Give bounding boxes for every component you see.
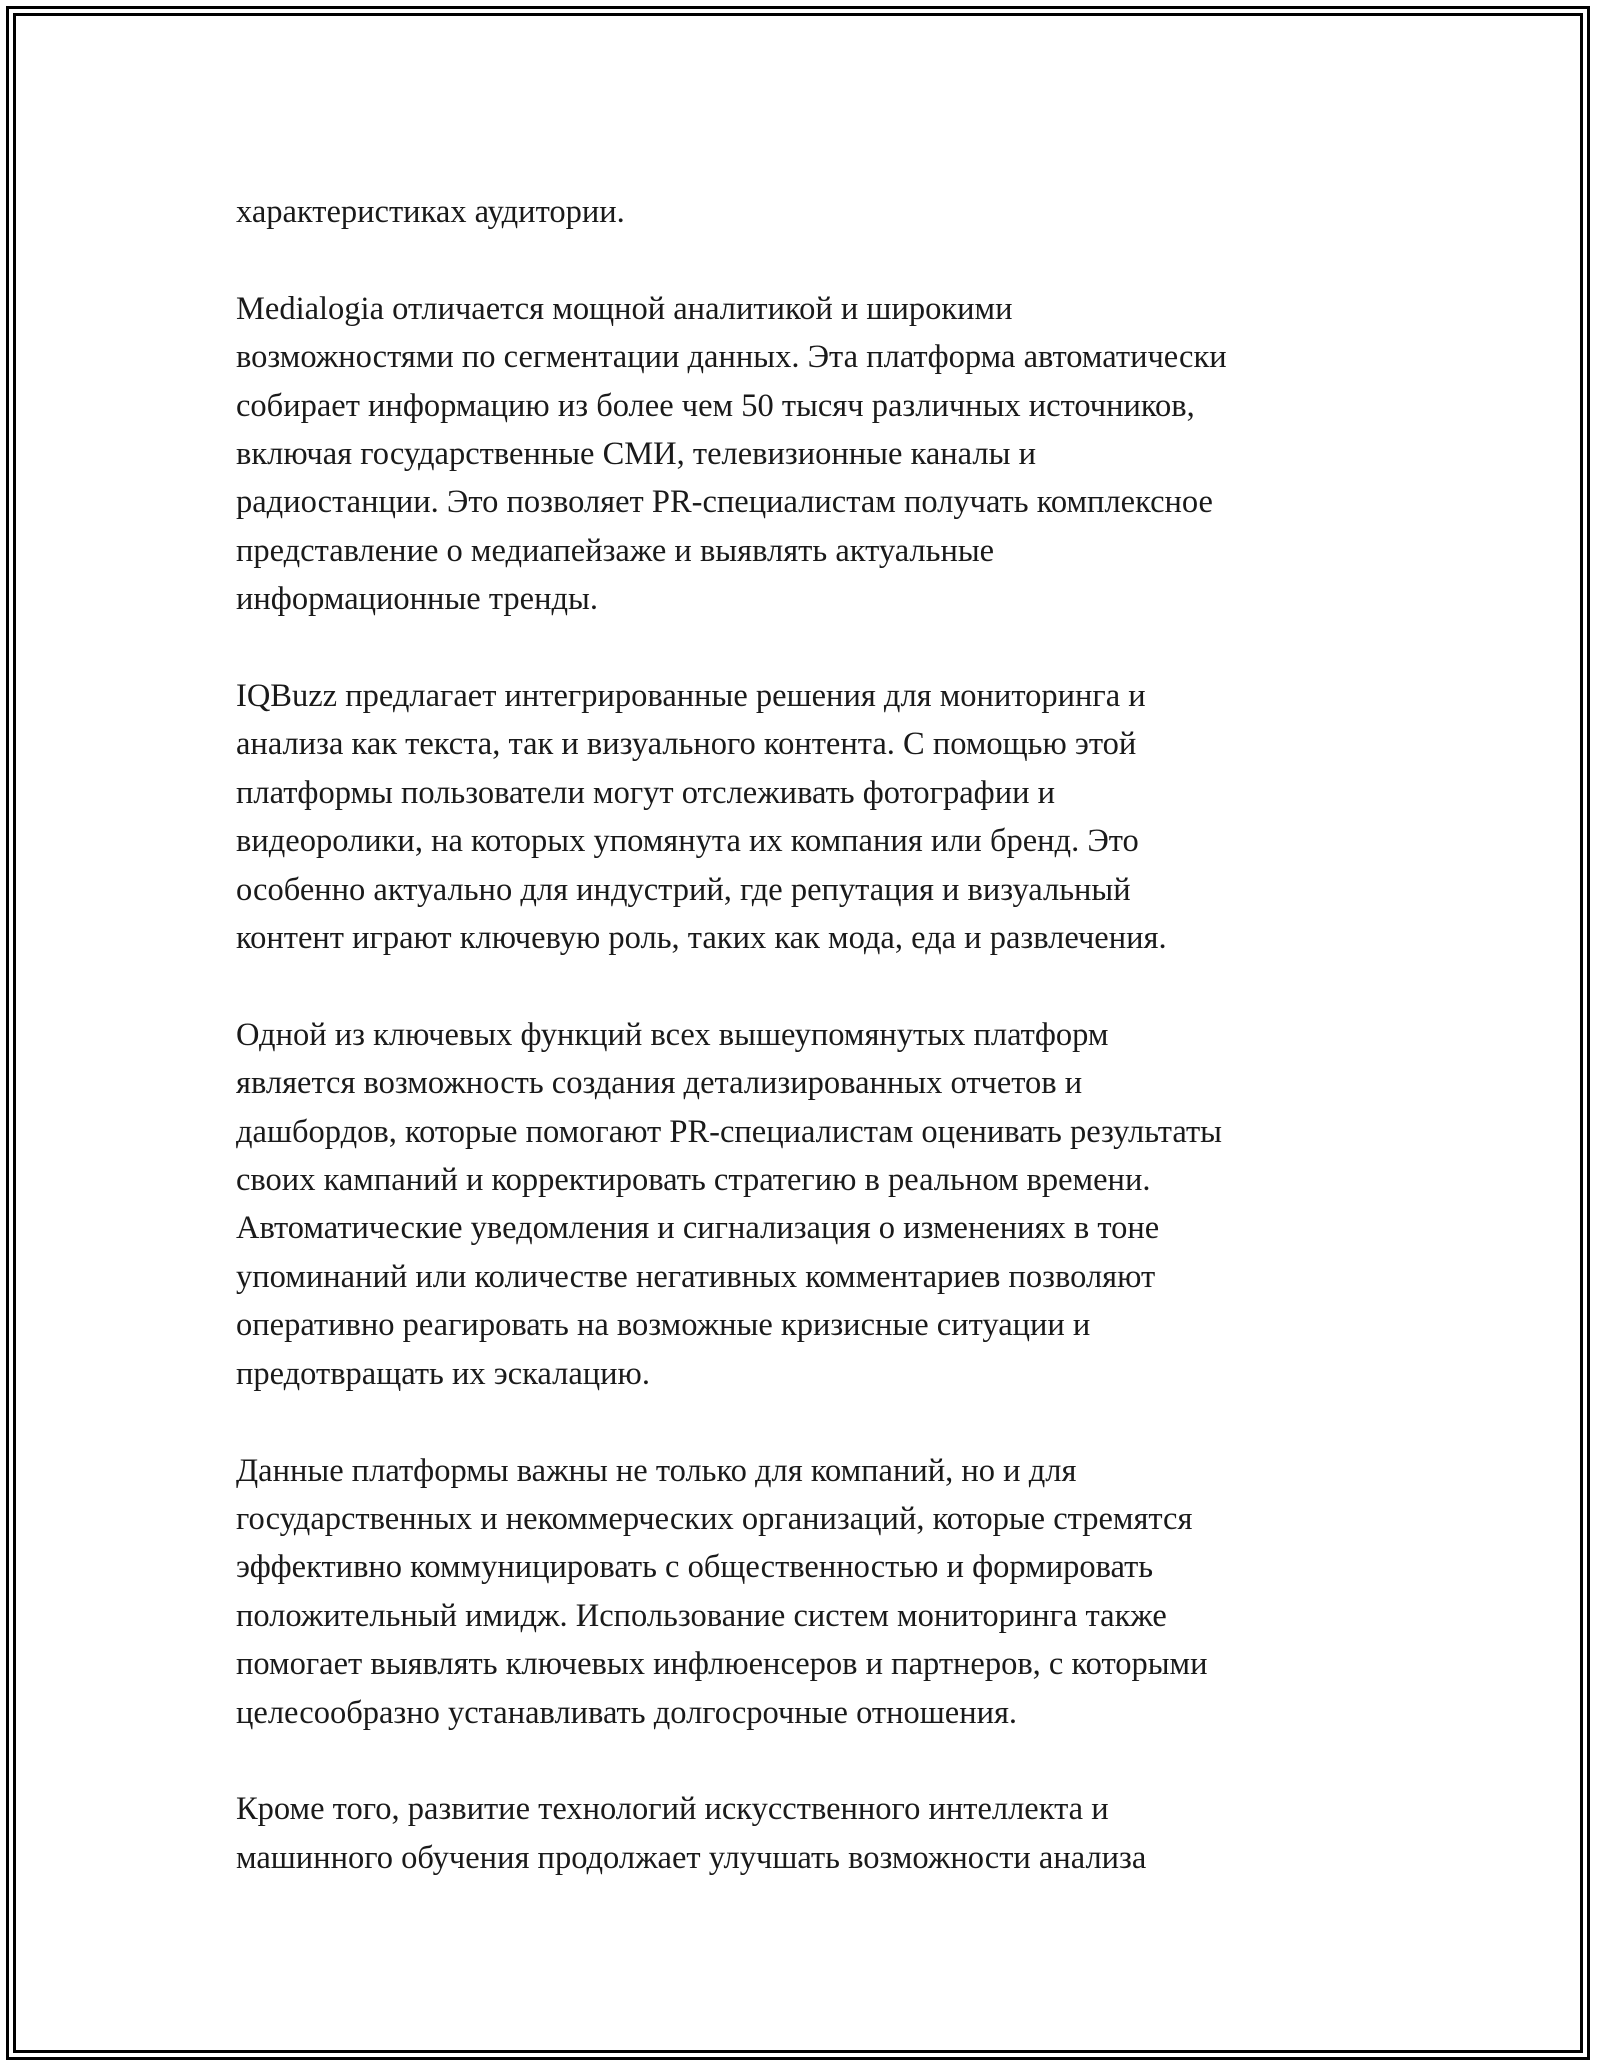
- text-line: платформы пользователи могут отслеживать фотографии и: [236, 774, 1055, 811]
- text-line: государственных и некоммерческих организаций, которые стремятся: [236, 1500, 1193, 1537]
- paragraph-spacer: [236, 236, 1366, 284]
- text-line: предотвращать их эскалацию.: [236, 1355, 650, 1392]
- text-line: эффективно коммуницировать с общественностью и формировать: [236, 1549, 1154, 1586]
- text-line: представление о медиапейзаже и выявлять актуальные: [236, 532, 995, 569]
- paragraph-5: [236, 1785, 1366, 1882]
- text-line: машинного обучения продолжает улучшать возможности анализа: [236, 1839, 1147, 1876]
- text-line: помогает выявлять ключевых инфлюенсеров и партнеров, с которыми: [236, 1646, 1208, 1683]
- text-line: Одной из ключевых функций всех вышеупомянутых платформ: [236, 1016, 1109, 1053]
- text-line: IQBuzz предлагает интегрированные решения для мониторинга и: [236, 678, 1146, 715]
- text-line: Данные платформы важны не только для компаний, но и для: [236, 1452, 1077, 1489]
- text-line: целесообразно устанавливать долгосрочные отношения.: [236, 1694, 1018, 1731]
- paragraph-spacer: [236, 962, 1366, 1010]
- text-line: особенно актуально для индустрий, где репутация и визуальный: [236, 871, 1131, 908]
- paragraph-3: [236, 1011, 1366, 1398]
- paragraph-spacer: [236, 624, 1366, 672]
- text-line: характеристиках аудитории.: [236, 194, 625, 230]
- text-line: Автоматические уведомления и сигнализация о изменениях в тоне: [236, 1210, 1160, 1247]
- paragraph-1: [236, 285, 1366, 624]
- text-line: положительный имидж. Использование систем мониторинга также: [236, 1597, 1167, 1634]
- text-line: своих кампаний и корректировать стратегию в реальном времени.: [236, 1162, 1151, 1199]
- text-line: дашбордов, которые помогают PR-специалистам оценивать результаты: [236, 1113, 1223, 1150]
- text-line: анализа как текста, так и визуального контента. С помощью этой: [236, 726, 1137, 763]
- text-line: видеоролики, на которых упомянута их компания или бренд. Это: [236, 823, 1139, 860]
- text-line: оперативно реагировать на возможные кризисные ситуации и: [236, 1307, 1091, 1344]
- document-body: [236, 188, 1366, 1882]
- text-line: собирает информацию из более чем 50 тысяч различных источников,: [236, 387, 1195, 424]
- paragraph-0: [236, 188, 1366, 236]
- text-line: радиостанции. Это позволяет PR-специалистам получать комплексное: [236, 484, 1213, 521]
- text-line: является возможность создания детализированных отчетов и: [236, 1065, 1083, 1102]
- text-line: возможностями по сегментации данных. Эта платформа автоматически: [236, 339, 1227, 376]
- text-line: контент играют ключевую роль, таких как мода, еда и развлечения.: [236, 920, 1167, 957]
- text-line: Кроме того, развитие технологий искусственного интеллекта и: [236, 1791, 1109, 1828]
- text-line: Medialogia отличается мощной аналитикой и широкими: [236, 290, 1013, 327]
- text-line: включая государственные СМИ, телевизионные каналы и: [236, 436, 1036, 473]
- paragraph-spacer: [236, 1398, 1366, 1446]
- paragraph-4: [236, 1447, 1366, 1737]
- paragraph-spacer: [236, 1737, 1366, 1785]
- text-line: упоминаний или количестве негативных комментариев позволяют: [236, 1258, 1156, 1295]
- text-line: информационные тренды.: [236, 581, 598, 618]
- paragraph-2: [236, 672, 1366, 962]
